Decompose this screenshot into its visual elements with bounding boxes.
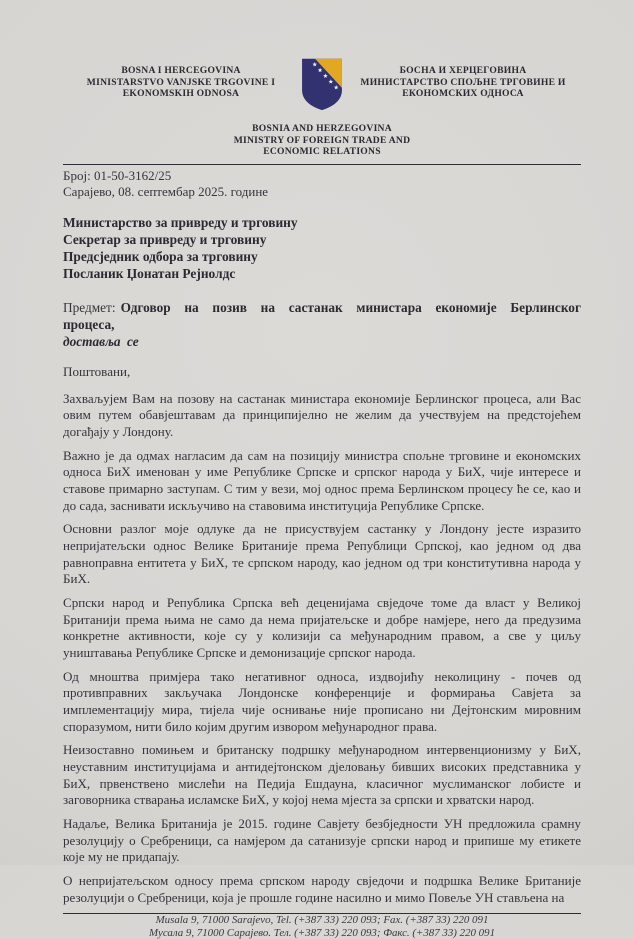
coat-of-arms-icon bbox=[299, 52, 345, 116]
paragraph: Важно је да одмах нагласим да сам на позицију министра спољне трговине и економских односа БиХ именован у име Републике Српске и српског народа у БиХ, чије интересе и ставове примарно заступам. С тим у вези, мој однос према Берлинском процесу ће се, као и до сада, заснивати искључиво на ставовима институција Републике Српске. bbox=[63, 447, 581, 513]
paragraph: Неизоставно помињем и британску подршку међународном интервенционизму у БиХ, неуставним институцијама и антидејтонском дјеловању бивших високих представника у БиХ, првенствено мислећи на Педија Ешдауна, класичног муслиманског лобисте и заговорника стварања исламске БиХ, у којој нема мјеста за српски и хрватски народ. bbox=[63, 742, 581, 808]
org-line: MINISTRY OF FOREIGN TRADE AND bbox=[233, 134, 411, 146]
org-line: MINISTARSTVO VANJSKE TRGOVINE I bbox=[86, 76, 276, 88]
subject-suffix: доставља се bbox=[63, 334, 139, 350]
footer bbox=[63, 913, 581, 939]
org-line: BOSNIA AND HERZEGOVINA bbox=[252, 123, 392, 134]
footer-address-latin: Musala 9, 71000 Sarajevo, Tel. (+387 33) 220 093; Fax. (+387 33) 220 091 bbox=[155, 914, 489, 927]
paragraph: Надаље, Велика Британија је 2015. године Савјету безбједности УН предложила срамну резолуцију о Сребреници, са намјером да сатанизује српски народ и припише му етикете које му не придапају. bbox=[63, 815, 581, 865]
header-divider bbox=[63, 164, 581, 165]
addressee-line: Посланик Џонатан Рејнолдс bbox=[63, 266, 236, 282]
org-line: BOSNA I HERCEGOVINA bbox=[121, 65, 241, 76]
org-line: ECONOMIC RELATIONS bbox=[263, 146, 381, 158]
letterhead bbox=[63, 52, 581, 116]
footer-address-cyrillic: Мусала 9, 71000 Сарајево. Тел. (+387 33) 220 093; Факс. (+387 33) 220 091 bbox=[148, 926, 496, 939]
org-line: ЕКОНОМСКИХ ОДНОСА bbox=[402, 88, 524, 100]
addressee-block bbox=[63, 214, 581, 283]
place-and-date: Сарајево, 08. септембар 2025. године bbox=[63, 184, 269, 200]
subject-line bbox=[63, 299, 581, 351]
addressee-line: Секретар за привреду и трговину bbox=[63, 231, 267, 247]
org-line: БОСНА И ХЕРЦЕГОВИНА bbox=[399, 65, 527, 76]
org-line: МИНИСТАРСТВО СПОЉНЕ ТРГОВИНЕ И bbox=[360, 76, 566, 88]
paragraph: Основни разлог моје одлуке да не присуствујем састанку у Лондону јесте изразито непријатељски однос Велике Британије према Републици Српској, као једном од два равноправна ентитета у БиХ, те српском народу, као једном од три конститутивна народа у БиХ. bbox=[63, 521, 581, 587]
subject-title: Одговор на позив на састанак министара економије Берлинског процеса, bbox=[63, 299, 581, 332]
paragraph: О непријатељском односу према српском народу свједочи и подршка Велике Британије резолуцији о Сребреници, која је прошле године насилно и мимо Повеље УН стављена на bbox=[63, 872, 581, 905]
org-line: EKONOMSKIH ODNOSA bbox=[122, 88, 240, 100]
reference-block bbox=[63, 168, 581, 201]
subject-label: Предмет: bbox=[63, 299, 116, 315]
org-name-english bbox=[63, 123, 581, 158]
paragraph: Захваљујем Вам на позову на састанак министара економије Берлинског процеса, али Вас овим путем обавјештавам да принципијелно не желим да учествујем на предстојећем догађају у Лондону. bbox=[63, 390, 581, 440]
org-name-serbian-cyrillic bbox=[345, 52, 581, 100]
addressee-line: Предсједник одбора за трговину bbox=[63, 249, 258, 265]
paragraph: Од мноштва примјера тако негативног односа, издвојићу неколицину - почев од противправних закључака Лондонске конференције и формирања Савјета за имплементацију мира, тијела чије оснивање није прописано ни Дејтонским мировним споразумом, нити било којим другим извором међународног права. bbox=[63, 668, 581, 734]
addressee-line: Министарство за привреду и трговину bbox=[63, 214, 298, 230]
paragraph: Српски народ и Република Српска већ деценијама свједоче томе да власт у Великој Британији према њима не само да нема пријатељске и добре намјере, него да предузима конкретне активности, које су у колизији са међународним правом, а све у циљу уништавања Републике Српске и демонизације српског народа. bbox=[63, 595, 581, 660]
salutation: Поштовани, bbox=[63, 363, 131, 379]
org-name-bosnian bbox=[63, 52, 299, 100]
reference-number: Број: 01-50-3162/25 bbox=[63, 167, 172, 183]
